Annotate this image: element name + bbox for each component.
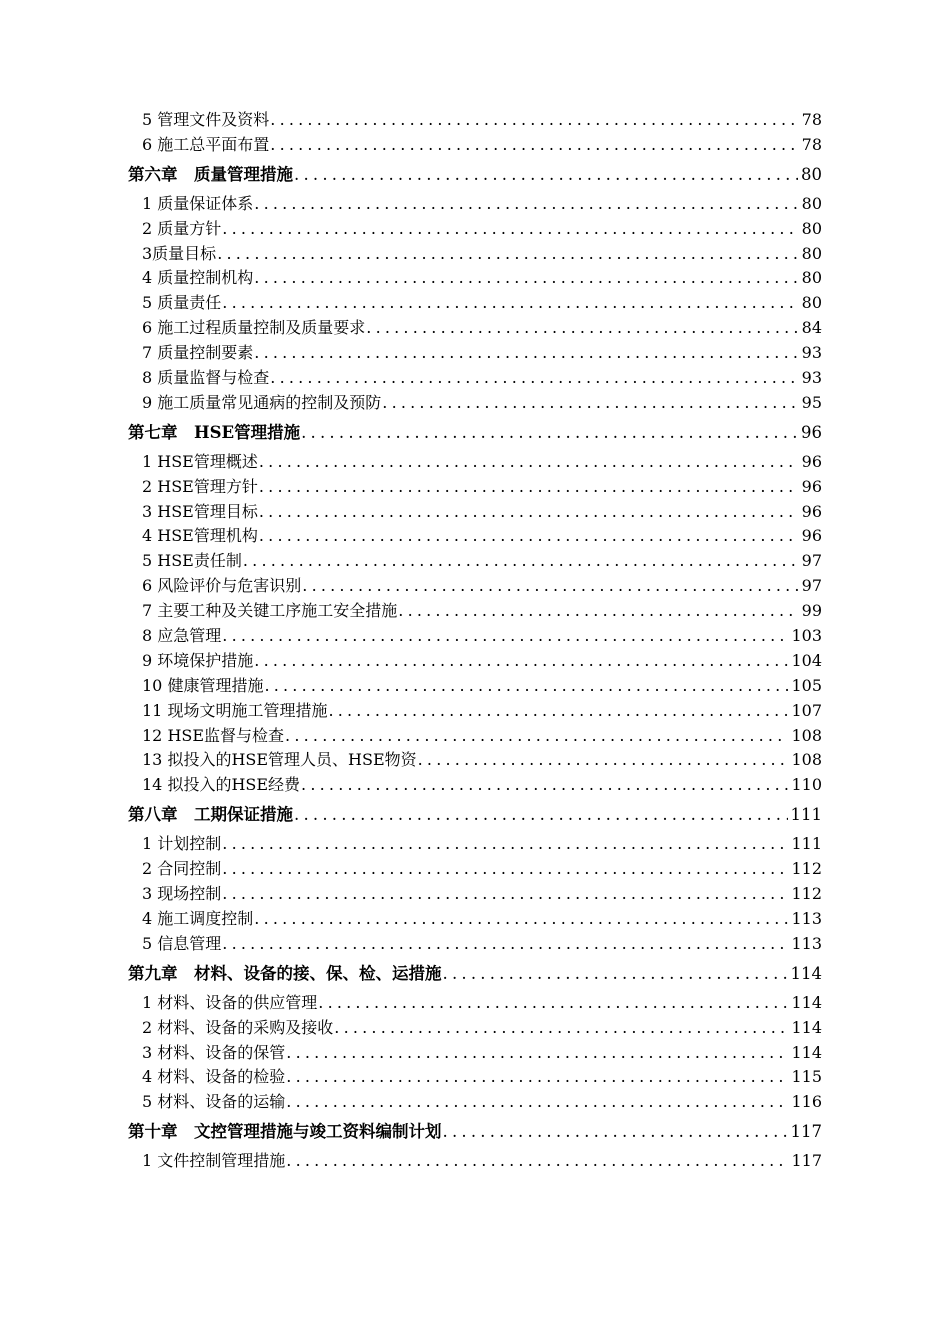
toc-entry-title: 12 HSE监督与检查 xyxy=(142,725,285,745)
toc-chapter-entry[interactable] xyxy=(128,1115,822,1149)
dot-leader xyxy=(222,857,788,882)
toc-entry-title: 11 现场文明施工管理措施 xyxy=(142,700,328,720)
toc-entry-title: 1 材料、设备的供应管理 xyxy=(142,992,318,1012)
dot-leader xyxy=(222,882,788,907)
toc-section-entry[interactable] xyxy=(128,266,822,291)
toc-entry-title: 8 质量监督与检查 xyxy=(142,368,270,388)
toc-section-entry[interactable] xyxy=(128,1149,822,1174)
toc-entry-title: 1 HSE管理概述 xyxy=(142,451,258,471)
toc-entry-title: 5 材料、设备的运输 xyxy=(142,1092,286,1112)
dot-leader xyxy=(254,192,798,217)
toc-chapter-entry[interactable] xyxy=(128,158,822,192)
toc-section-entry[interactable] xyxy=(128,674,822,699)
dot-leader xyxy=(270,108,798,133)
toc-page-number: 104 xyxy=(791,650,822,670)
toc-page-number: 115 xyxy=(791,1067,822,1087)
toc-entry-title: 2 材料、设备的采购及接收 xyxy=(142,1017,334,1037)
toc-entry-title: 3质量目标 xyxy=(142,243,217,263)
toc-entry-title: 第十章 文控管理措施与竣工资料编制计划 xyxy=(128,1122,442,1142)
toc-page-number: 96 xyxy=(801,451,822,471)
dot-leader xyxy=(366,316,798,341)
dot-leader xyxy=(294,158,798,192)
toc-section-entry[interactable] xyxy=(128,1041,822,1066)
toc-section-entry[interactable] xyxy=(128,932,822,957)
dot-leader xyxy=(294,798,788,832)
dot-leader xyxy=(243,549,799,574)
toc-page-number: 80 xyxy=(801,293,822,313)
dot-leader xyxy=(254,266,798,291)
dot-leader xyxy=(302,574,798,599)
dot-leader xyxy=(222,624,788,649)
toc-entry-title: 3 现场控制 xyxy=(142,884,222,904)
toc-entry-title: 第八章 工期保证措施 xyxy=(128,805,293,825)
dot-leader xyxy=(382,391,798,416)
toc-section-entry[interactable] xyxy=(128,450,822,475)
toc-section-entry[interactable] xyxy=(128,649,822,674)
toc-entry-title: 4 施工调度控制 xyxy=(142,908,254,928)
toc-page-number: 84 xyxy=(801,318,822,338)
dot-leader xyxy=(286,1090,788,1115)
toc-page-number: 80 xyxy=(801,268,822,288)
toc-entry-title: 4 材料、设备的检验 xyxy=(142,1067,286,1087)
toc-section-entry[interactable] xyxy=(128,524,822,549)
dot-leader xyxy=(285,724,788,749)
toc-section-entry[interactable] xyxy=(128,599,822,624)
toc-page-number: 105 xyxy=(791,675,822,695)
toc-section-entry[interactable] xyxy=(128,773,822,798)
toc-section-entry[interactable] xyxy=(128,832,822,857)
toc-section-entry[interactable] xyxy=(128,291,822,316)
toc-entry-title: 1 文件控制管理措施 xyxy=(142,1151,286,1171)
toc-entry-title: 10 健康管理措施 xyxy=(142,675,264,695)
toc-page-number: 93 xyxy=(801,343,822,363)
dot-leader xyxy=(398,599,798,624)
dot-leader xyxy=(259,524,799,549)
toc-page-number: 103 xyxy=(791,626,822,646)
dot-leader xyxy=(217,242,798,267)
toc-page-number: 112 xyxy=(791,859,822,879)
toc-entry-title: 1 质量保证体系 xyxy=(142,193,254,213)
toc-section-entry[interactable] xyxy=(128,724,822,749)
toc-page-number: 95 xyxy=(801,392,822,412)
dot-leader xyxy=(301,416,798,450)
toc-page-number: 107 xyxy=(791,700,822,720)
table-of-contents xyxy=(128,108,822,1174)
dot-leader xyxy=(328,699,788,724)
dot-leader xyxy=(254,649,788,674)
dot-leader xyxy=(259,500,799,525)
dot-leader xyxy=(222,932,788,957)
toc-entry-title: 第七章 HSE管理措施 xyxy=(128,422,301,442)
toc-section-entry[interactable] xyxy=(128,341,822,366)
toc-entry-title: 5 管理文件及资料 xyxy=(142,110,270,129)
toc-section-entry[interactable] xyxy=(128,500,822,525)
dot-leader xyxy=(443,957,788,991)
toc-section-entry[interactable] xyxy=(128,1090,822,1115)
toc-page-number: 78 xyxy=(801,134,822,154)
toc-page-number: 111 xyxy=(790,805,822,825)
toc-page-number: 113 xyxy=(791,908,822,928)
toc-chapter-entry[interactable] xyxy=(128,798,822,832)
toc-page-number: 116 xyxy=(791,1092,822,1112)
dot-leader xyxy=(264,674,788,699)
toc-page-number: 114 xyxy=(791,1042,822,1062)
toc-section-entry[interactable] xyxy=(128,574,822,599)
toc-entry-title: 6 施工总平面布置 xyxy=(142,134,270,154)
toc-entry-title: 5 HSE责任制 xyxy=(142,551,242,571)
dot-leader xyxy=(222,291,798,316)
toc-section-entry[interactable] xyxy=(128,857,822,882)
toc-section-entry[interactable] xyxy=(128,475,822,500)
toc-entry-title: 4 HSE管理机构 xyxy=(142,526,258,546)
toc-page-number: 96 xyxy=(801,476,822,496)
dot-leader xyxy=(222,217,798,242)
toc-page-number: 114 xyxy=(791,992,822,1012)
toc-page-number: 110 xyxy=(791,775,822,795)
dot-leader xyxy=(270,133,798,158)
toc-entry-title: 5 质量责任 xyxy=(142,293,222,313)
toc-page-number: 80 xyxy=(801,193,822,213)
toc-entry-title: 6 施工过程质量控制及质量要求 xyxy=(142,318,366,338)
toc-page-number: 117 xyxy=(791,1151,822,1171)
toc-page-number: 80 xyxy=(801,164,822,184)
toc-entry-title: 6 风险评价与危害识别 xyxy=(142,576,302,596)
toc-entry-title: 2 质量方针 xyxy=(142,218,222,238)
toc-entry-title: 7 主要工种及关键工序施工安全措施 xyxy=(142,601,398,621)
toc-page-number: 108 xyxy=(791,725,822,745)
toc-page-number: 78 xyxy=(801,110,822,129)
dot-leader xyxy=(270,366,798,391)
toc-section-entry[interactable] xyxy=(128,1065,822,1090)
toc-entry-title: 14 拟投入的HSE经费 xyxy=(142,775,301,795)
toc-page-number: 96 xyxy=(801,422,822,442)
dot-leader xyxy=(318,991,788,1016)
toc-section-entry[interactable] xyxy=(128,192,822,217)
toc-entry-title: 5 信息管理 xyxy=(142,933,222,953)
toc-section-entry[interactable] xyxy=(128,108,822,133)
toc-entry-title: 13 拟投入的HSE管理人员、HSE物资 xyxy=(142,750,417,770)
toc-entry-title: 3 HSE管理目标 xyxy=(142,501,258,521)
toc-entry-title: 第九章 材料、设备的接、保、检、运措施 xyxy=(128,963,442,983)
toc-chapter-entry[interactable] xyxy=(128,416,822,450)
dot-leader xyxy=(254,341,798,366)
dot-leader xyxy=(301,773,788,798)
toc-entry-title: 第六章 质量管理措施 xyxy=(128,164,293,184)
toc-section-entry[interactable] xyxy=(128,133,822,158)
toc-section-entry[interactable] xyxy=(128,882,822,907)
toc-entry-title: 8 应急管理 xyxy=(142,626,222,646)
toc-page-number: 80 xyxy=(801,218,822,238)
toc-page-number: 97 xyxy=(801,551,822,571)
dot-leader xyxy=(259,450,799,475)
toc-section-entry[interactable] xyxy=(128,1016,822,1041)
dot-leader xyxy=(259,475,799,500)
toc-page-number: 80 xyxy=(801,243,822,263)
dot-leader xyxy=(286,1065,788,1090)
toc-section-entry[interactable] xyxy=(128,316,822,341)
toc-entry-title: 9 施工质量常见通病的控制及预防 xyxy=(142,392,382,412)
toc-entry-title: 2 合同控制 xyxy=(142,859,222,879)
toc-entry-title: 1 计划控制 xyxy=(142,834,222,854)
toc-page-number: 114 xyxy=(791,1017,822,1037)
dot-leader xyxy=(286,1149,788,1174)
dot-leader xyxy=(286,1041,788,1066)
toc-page-number: 99 xyxy=(801,601,822,621)
toc-entry-title: 3 材料、设备的保管 xyxy=(142,1042,286,1062)
dot-leader xyxy=(418,748,789,773)
toc-page-number: 113 xyxy=(791,933,822,953)
toc-page-number: 96 xyxy=(801,526,822,546)
toc-entry-title: 2 HSE管理方针 xyxy=(142,476,258,496)
toc-section-entry[interactable] xyxy=(128,217,822,242)
toc-page-number: 108 xyxy=(791,750,822,770)
toc-section-entry[interactable] xyxy=(128,699,822,724)
toc-section-entry[interactable] xyxy=(128,391,822,416)
toc-page-number: 96 xyxy=(801,501,822,521)
toc-page-number: 117 xyxy=(790,1122,822,1142)
toc-page-number: 111 xyxy=(791,834,822,854)
toc-section-entry[interactable] xyxy=(128,549,822,574)
toc-section-entry[interactable] xyxy=(128,242,822,267)
toc-chapter-entry[interactable] xyxy=(128,957,822,991)
toc-section-entry[interactable] xyxy=(128,907,822,932)
toc-entry-title: 9 环境保护措施 xyxy=(142,650,254,670)
toc-entry-title: 7 质量控制要素 xyxy=(142,343,254,363)
toc-page-number: 97 xyxy=(801,576,822,596)
toc-entry-title: 4 质量控制机构 xyxy=(142,268,254,288)
dot-leader xyxy=(334,1016,788,1041)
dot-leader xyxy=(222,832,788,857)
toc-page-number: 114 xyxy=(790,963,822,983)
toc-page-number: 93 xyxy=(801,368,822,388)
toc-section-entry[interactable] xyxy=(128,748,822,773)
toc-section-entry[interactable] xyxy=(128,366,822,391)
toc-page-number: 112 xyxy=(791,884,822,904)
dot-leader xyxy=(254,907,788,932)
toc-section-entry[interactable] xyxy=(128,624,822,649)
dot-leader xyxy=(443,1115,788,1149)
toc-section-entry[interactable] xyxy=(128,991,822,1016)
